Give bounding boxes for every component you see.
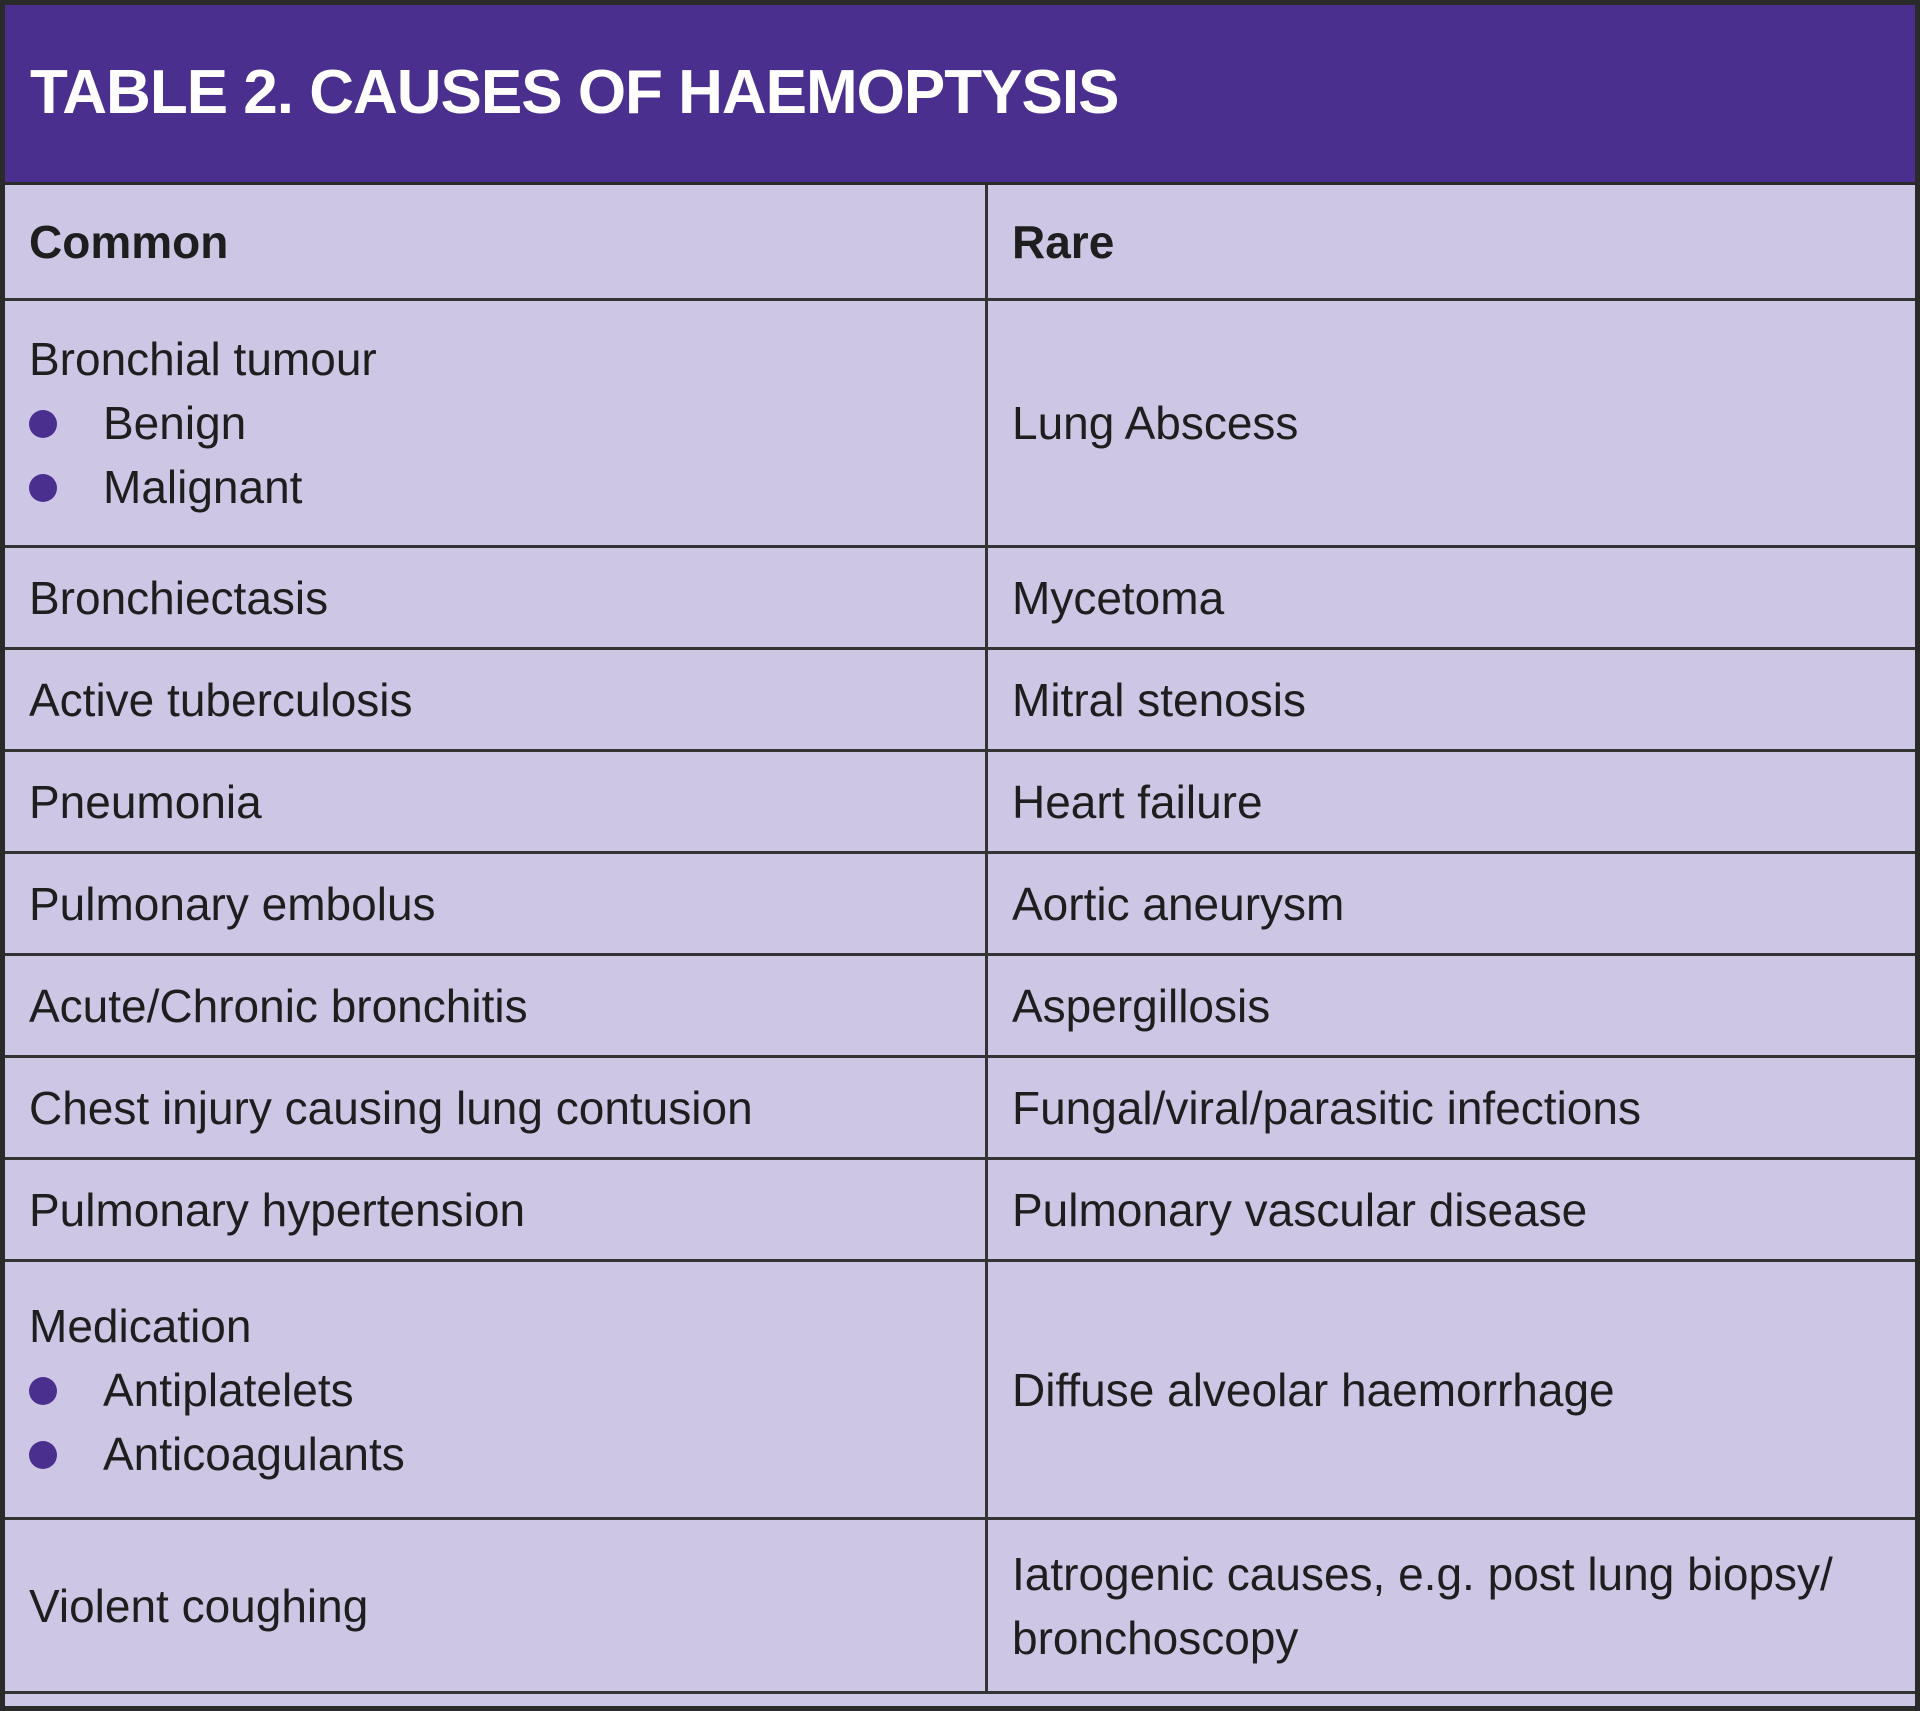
rare-cause: Iatrogenic causes, e.g. post lung biopsy/ bronchoscopy xyxy=(987,1519,1916,1693)
table-row xyxy=(5,1057,1915,1159)
list-item: Antiplatelets xyxy=(29,1358,985,1422)
bullet-icon xyxy=(29,1441,57,1469)
common-cause: Pulmonary hypertension xyxy=(5,1159,987,1261)
causes-table xyxy=(5,185,1915,1694)
table-row xyxy=(5,300,1915,547)
common-cause: Bronchiectasis xyxy=(5,547,987,649)
list-item: Malignant xyxy=(29,455,985,519)
rare-cause: Mitral stenosis xyxy=(987,649,1916,751)
common-cause: Acute/Chronic bronchitis xyxy=(5,955,987,1057)
common-cell xyxy=(5,1261,987,1519)
list-item: Anticoagulants xyxy=(29,1422,985,1486)
rare-cause: Fungal/viral/parasitic infections xyxy=(987,1057,1916,1159)
header-row xyxy=(5,185,1915,300)
sub-list xyxy=(29,391,985,519)
table-row xyxy=(5,547,1915,649)
table-row xyxy=(5,751,1915,853)
table-row xyxy=(5,649,1915,751)
table-row xyxy=(5,955,1915,1057)
sub-list xyxy=(29,1358,985,1486)
rare-cause: Diffuse alveolar haemorrhage xyxy=(987,1261,1916,1519)
common-cause: Pulmonary embolus xyxy=(5,853,987,955)
table-row xyxy=(5,1261,1915,1519)
rare-cause: Aspergillosis xyxy=(987,955,1916,1057)
common-cause: Medication xyxy=(29,1299,252,1352)
common-cause: Chest injury causing lung contusion xyxy=(5,1057,987,1159)
bullet-icon xyxy=(29,1377,57,1405)
common-cause: Pneumonia xyxy=(5,751,987,853)
rare-cause: Mycetoma xyxy=(987,547,1916,649)
rare-cause: Pulmonary vascular disease xyxy=(987,1159,1916,1261)
table-title: TABLE 2. CAUSES OF HAEMOPTYSIS xyxy=(30,58,1119,127)
table-title-bar xyxy=(5,5,1915,185)
bullet-icon xyxy=(29,474,57,502)
bullet-icon xyxy=(29,410,57,438)
rare-cause: Lung Abscess xyxy=(987,300,1916,547)
table-row xyxy=(5,1159,1915,1261)
list-item: Benign xyxy=(29,391,985,455)
common-cause: Bronchial tumour xyxy=(29,333,377,385)
table-row xyxy=(5,1519,1915,1693)
column-header-rare: Rare xyxy=(987,185,1916,300)
common-cause: Violent coughing xyxy=(5,1519,987,1693)
rare-cause: Heart failure xyxy=(987,751,1916,853)
column-header-common: Common xyxy=(5,185,987,300)
rare-cause: Aortic aneurysm xyxy=(987,853,1916,955)
common-cause: Active tuberculosis xyxy=(5,649,987,751)
table-row xyxy=(5,853,1915,955)
common-cell xyxy=(5,300,987,547)
